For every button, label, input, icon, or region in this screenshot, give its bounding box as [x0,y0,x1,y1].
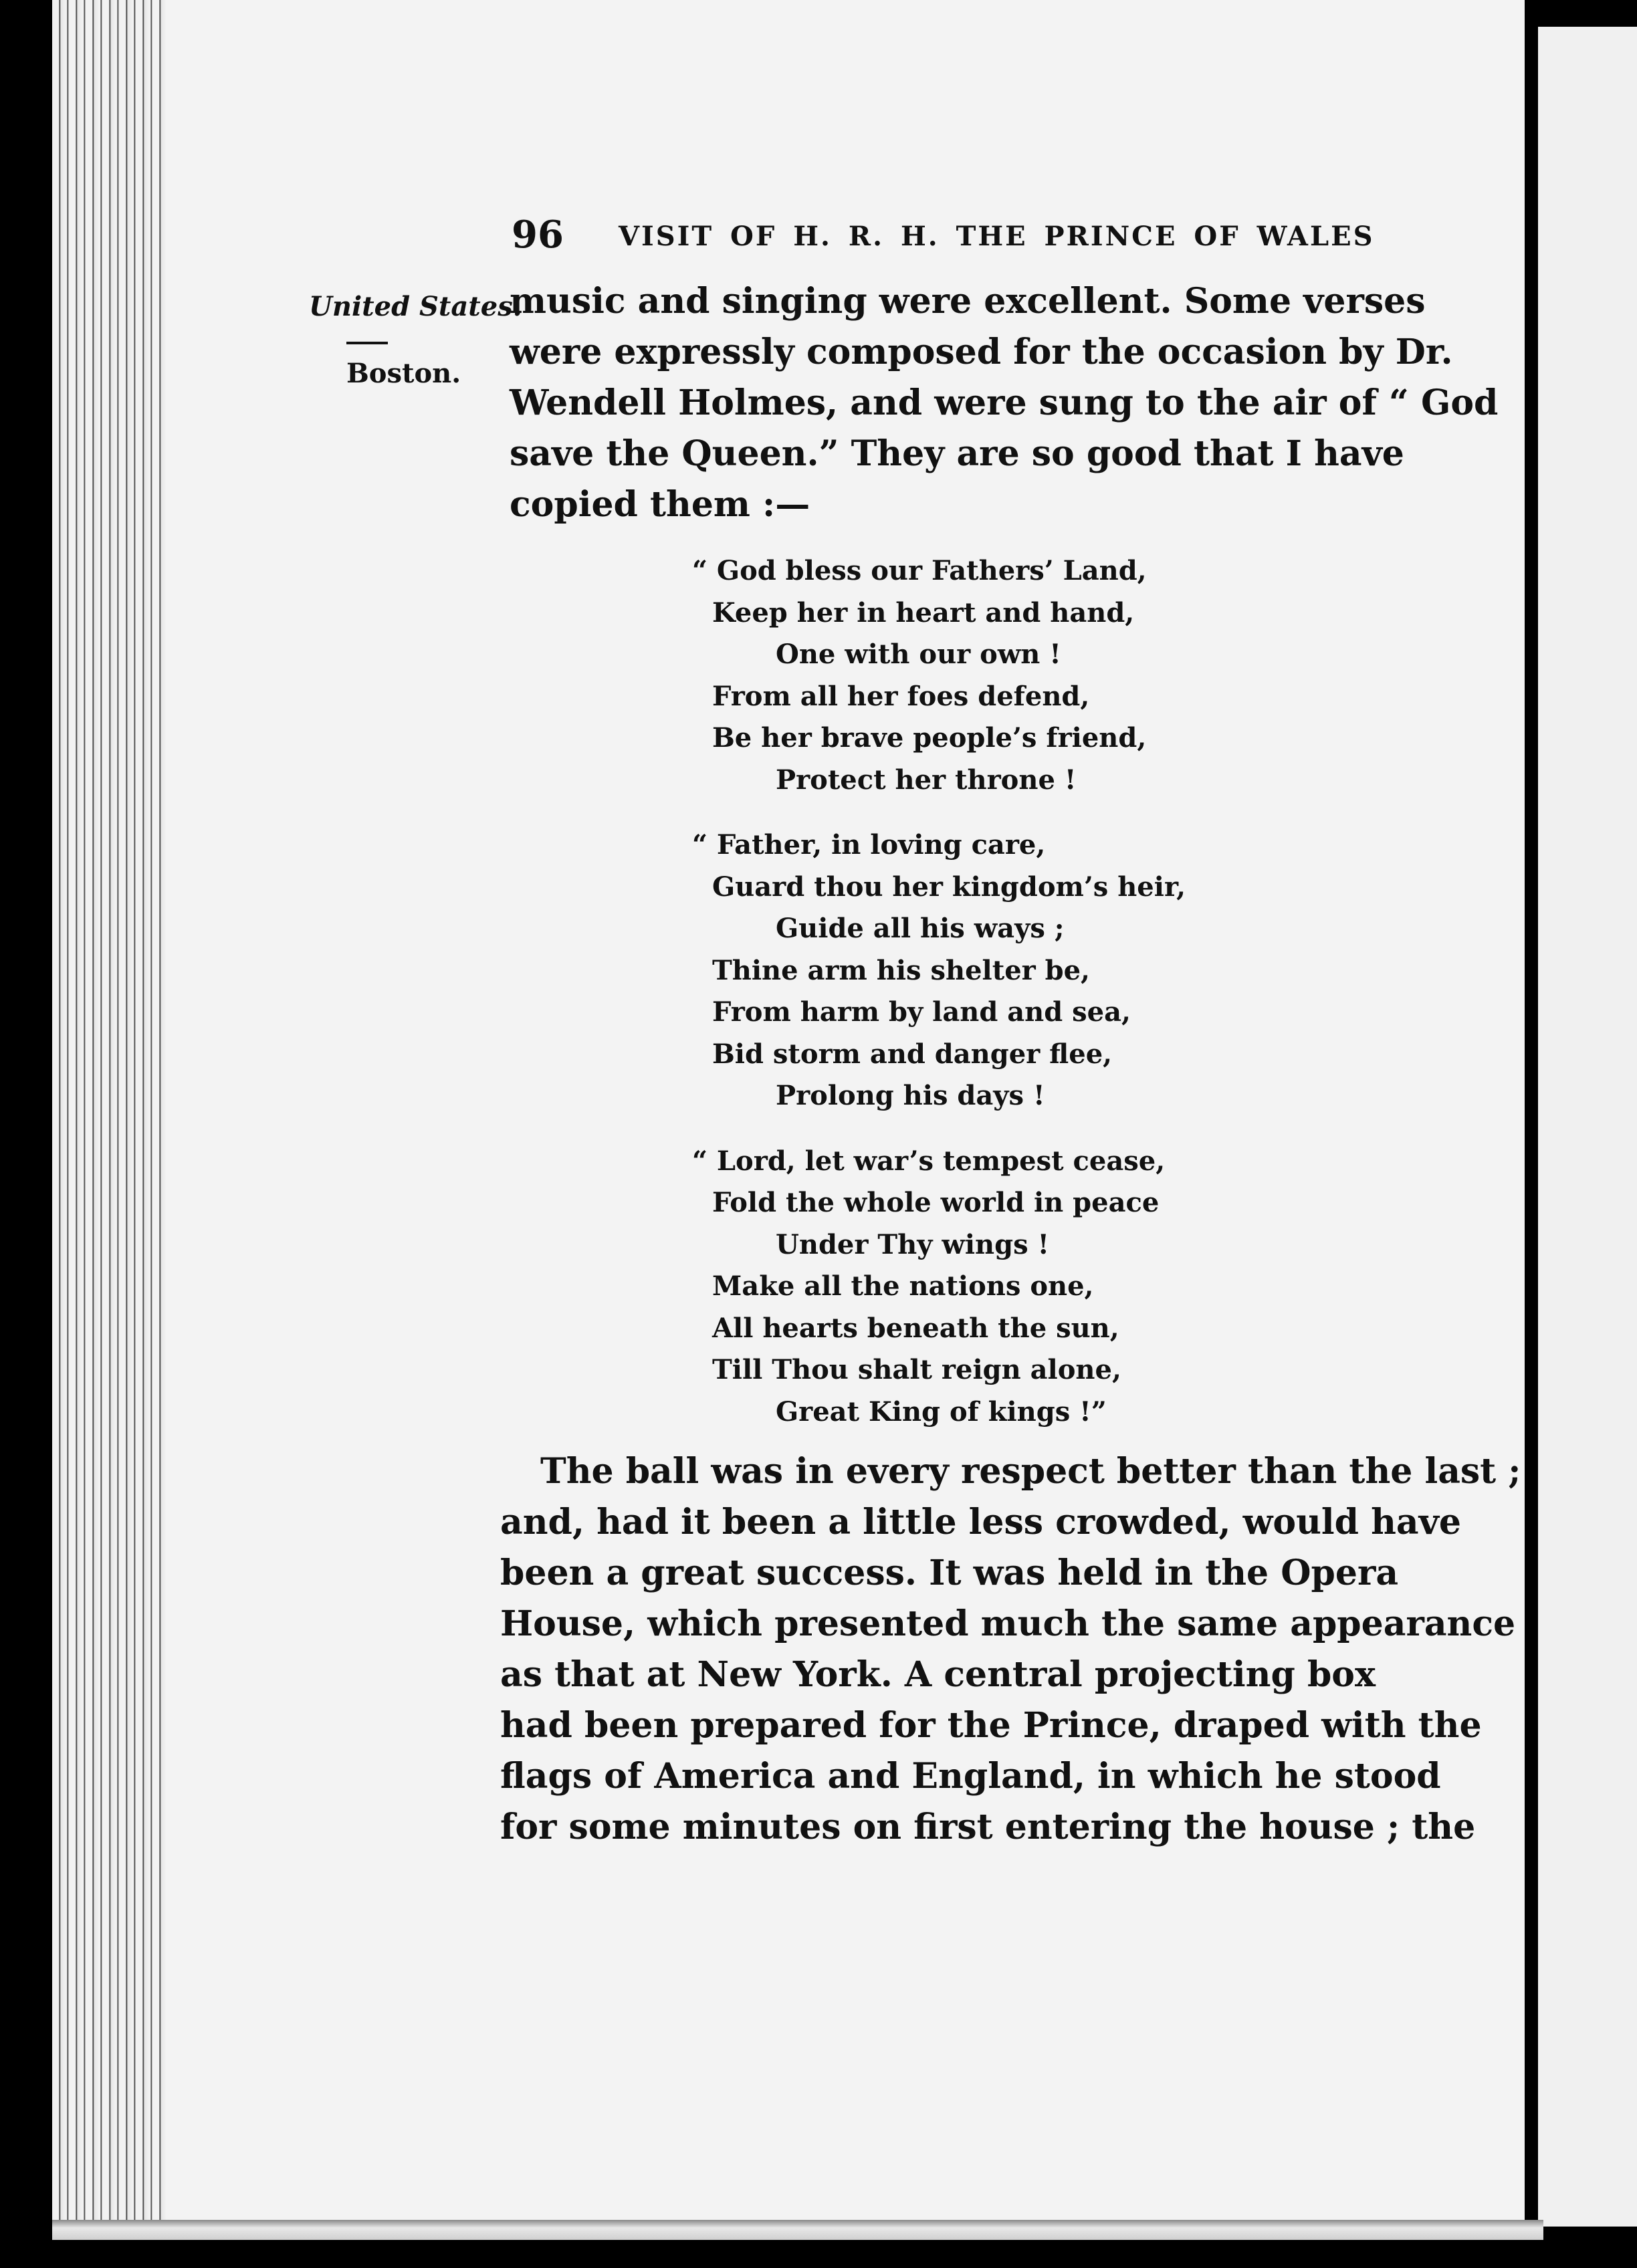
verse-line: From all her foes defend, [712,680,1090,712]
text-line: House, which presented much the same appearance [500,1603,1516,1644]
verse-line: “ Father, in loving care, [692,829,1046,861]
text-line: had been prepared for the Prince, draped with the [500,1705,1482,1746]
sidenote-city: Boston. [346,358,461,389]
running-title: VISIT OF H. R. H. THE PRINCE OF WALES [619,221,1375,252]
verse-line: Under Thy wings ! [776,1228,1050,1260]
text-line: copied them :— [510,484,810,525]
paragraph-ball [500,1451,1521,1857]
text-line: were expressly composed for the occasion by Dr. [510,332,1453,372]
verse-line: Protect her throne ! [776,764,1077,796]
text-line: save the Queen.” They are so good that I have [510,433,1404,474]
text-line: music and singing were excellent. Some verses [510,281,1426,322]
verse-line: From harm by land and sea, [712,996,1131,1028]
text-line: Wendell Holmes, and were sung to the air of “ God [510,382,1499,423]
page-bottom-shadow [52,2220,1543,2240]
text-line: The ball was in every respect better than the last ; [540,1451,1521,1492]
verse-line: Make all the nations one, [712,1270,1094,1302]
poem-stanza-1 [692,555,1186,806]
sidenote-rule [346,342,388,344]
verse-line: Guide all his ways ; [776,913,1065,944]
verse-line: Thine arm his shelter be, [712,954,1090,986]
text-line: for some minutes on first entering the house ; the [500,1807,1476,1847]
verse-line: Bid storm and danger flee, [712,1038,1113,1070]
verse-line: Be her brave people’s friend, [712,722,1147,754]
facing-page-edge [1538,27,1637,2227]
verse-line: Great King of kings !” [776,1395,1107,1428]
paragraph-intro [510,281,1499,535]
verse-line: Keep her in heart and hand, [712,596,1135,629]
verse-line: Fold the whole world in peace [712,1187,1160,1218]
page-header [512,213,1375,257]
poem [692,555,1186,1461]
verse-line: “ Lord, let war’s tempest cease, [692,1145,1166,1177]
verse-line: One with our own ! [776,639,1061,670]
verse-line: Prolong his days ! [776,1080,1045,1111]
poem-stanza-2 [692,829,1186,1122]
text-line: and, had it been a little less crowded, would have [500,1502,1461,1543]
text-line: flags of America and England, in which he stood [500,1756,1441,1797]
page-edges [52,0,179,2227]
verse-line: Till Thou shalt reign alone, [712,1354,1121,1385]
sidenote-country: United States. [309,291,522,322]
verse-line: Guard thou her kingdom’s heir, [712,871,1186,903]
poem-stanza-3 [692,1145,1186,1438]
text-line: as that at New York. A central projecting box [500,1654,1376,1695]
verse-line: “ God bless our Fathers’ Land, [692,555,1147,586]
page-number: 96 [512,213,564,257]
verse-line: All hearts beneath the sun, [712,1312,1119,1344]
text-line: been a great success. It was held in the Opera [500,1553,1399,1593]
